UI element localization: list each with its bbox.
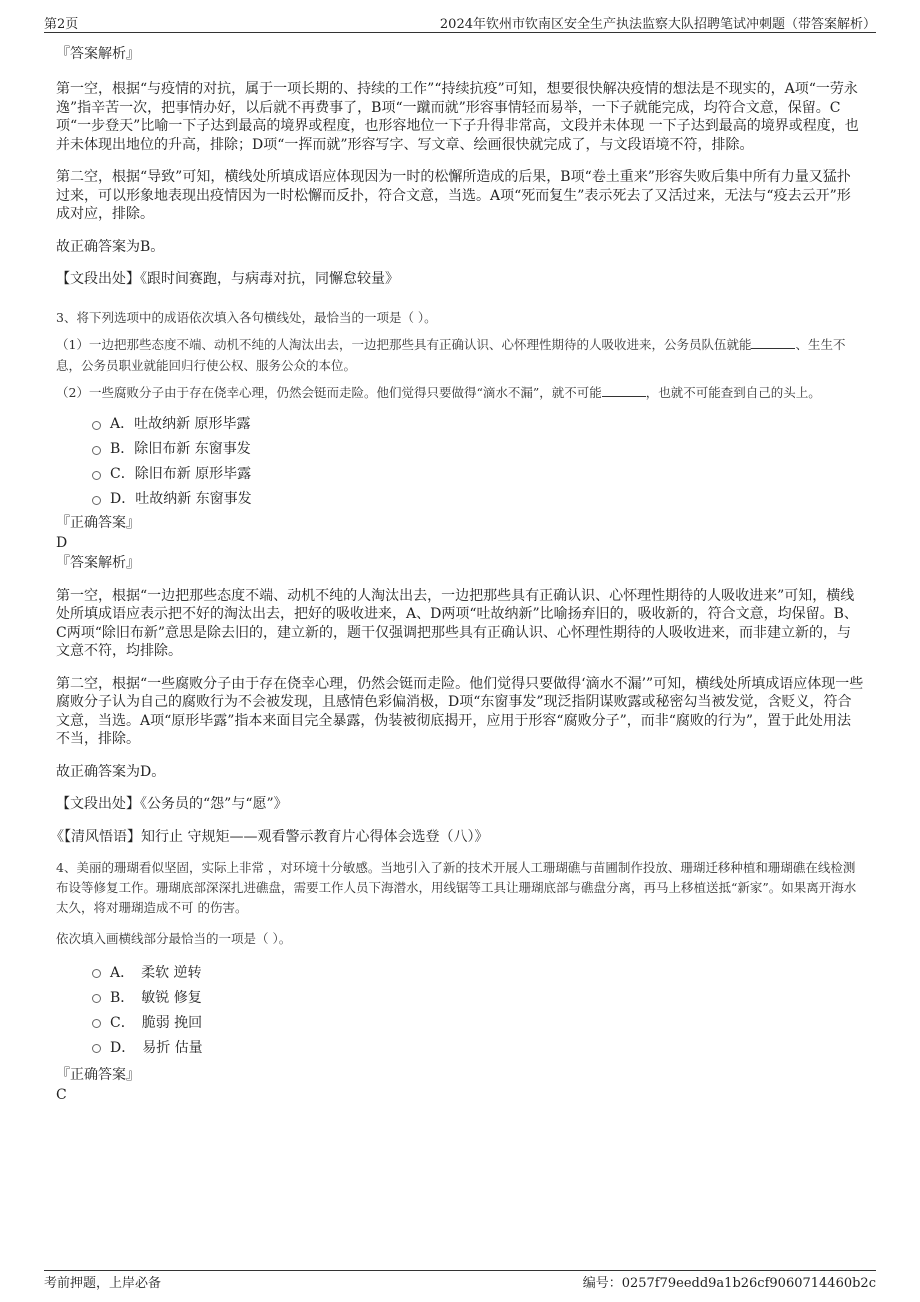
q4-correct-label: 『正确答案』 <box>56 1067 140 1083</box>
q2-conclusion: 故正确答案为B。 <box>56 238 165 255</box>
radio-icon[interactable] <box>92 471 101 480</box>
q3-option-a[interactable]: A．吐故纳新 原形毕露 <box>92 411 864 436</box>
blank-line <box>751 336 795 349</box>
radio-icon[interactable] <box>92 994 101 1003</box>
q4-option-b[interactable]: B． 敏锐 修复 <box>92 984 864 1009</box>
q4-option-a[interactable]: A． 柔软 逆转 <box>92 959 864 984</box>
radio-icon[interactable] <box>92 496 101 505</box>
radio-icon[interactable] <box>92 446 101 455</box>
document-title: 2024年钦州市钦南区安全生产执法监察大队招聘笔试冲刺题（带答案解析） <box>439 17 876 32</box>
q2-source: 【文段出处】《跟时间赛跑，与病毒对抗，同懈怠较量》 <box>56 271 399 287</box>
q2-analysis-para1: 第一空，根据“与疫情的对抗，属于一项长期的、持续的工作”“持续抗疫”可知，想要很快解决疫情的想法是不现实的，A项“一劳永逸”指辛苦一次，把事情办好，以后就不再费事了，B项“一蹴而就”形容事情轻而易举，一下子就能完成，均符合文意，保留。C项“一步登天”比喻一下子达到最高的境界或程度，也形容地位一下子升得非常高，文段并未体现 一下子达到最高的境界或程度，也并未体现出地位的升高，排除；D项“一挥而就”形容写字、写文章、绘画很快就完成了，与文段语境不符，排除。 <box>56 81 859 153</box>
q4-question: 依次填入画横线部分最恰当的一项是（ ）。 <box>56 931 292 946</box>
q2-analysis-para2: 第二空，根据“导致”可知，横线处所填成语应体现因为一时的松懈所造成的后果，B项“卷土重来”形容失败后集中所有力量又猛扑过来，可以形象地表现出疫情因为一时松懈而反扑，符合文意，当选。A项“死而复生”表示死去了又活过来，无法与“疫去云开”形成对应，排除。 <box>56 169 851 222</box>
q3-analysis-para2: 第二空，根据“一些腐败分子由于存在侥幸心理，仍然会铤而走险。他们觉得只要做得‘滴水不漏’”可知，横线处所填成语应体现一些腐败分子认为自己的腐败行为不会被发现，且感情色彩偏消极，D项“东窗事发”现泛指阴谋败露或秘密勾当被发觉，含贬义，符合文意，当选。A项“原形毕露”指本来面目完全暴露，伪装被彻底揭开，应用于形容“腐败分子”，而非“腐败的行为”，置于此处用法不当，排除。 <box>56 675 864 747</box>
q3-options <box>56 411 864 511</box>
q3-conclusion: 故正确答案为D。 <box>56 763 166 780</box>
q3-analysis-label: 『答案解析』 <box>56 554 140 571</box>
q3-stem: 3、将下列选项中的成语依次填入各句横线处，最恰当的一项是（ ）。 <box>56 309 437 325</box>
q3-source-2: 《【清风悟语】知行止 守规矩——观看警示教育片心得体会选登（八）》 <box>50 828 489 845</box>
q3-sentence-2: （2）一些腐败分子由于存在侥幸心理，仍然会铤而走险。他们觉得只要做得“滴水不漏”，就不可能 ，也就不可能查到自己的头上。 <box>56 384 821 400</box>
page-header <box>44 12 876 33</box>
q3-analysis-para1: 第一空，根据“一边把那些态度不端、动机不纯的人淘汰出去，一边把那些具有正确认识、心怀理性期待的人吸收进来”可知，横线处所填成语应表示把不好的淘汰出去，把好的吸收进来，A、D两项“吐故纳新”比喻扬弃旧的，吸收新的，符合文意，均保留。B、C两项“除旧布新”意思是除去旧的，建立新的，题干仅强调把那些具有正确认识、心怀理性期待的人吸收进来，而非建立新的，与文意不符，均排除。 <box>56 587 858 659</box>
radio-icon[interactable] <box>92 421 101 430</box>
q2-analysis-label: 『答案解析』 <box>56 46 140 62</box>
q3-sentence-1: （1）一边把那些态度不端、动机不纯的人淘汰出去，一边把那些具有正确认识、心怀理性期待的人吸收进来，公务员队伍就能 、生生不息，公务员职业就能回归行使公权、服务公众的本位。 <box>56 336 846 373</box>
footer-slogan: 考前押题，上岸必备 <box>44 1276 162 1291</box>
q3-option-c[interactable]: C．除旧布新 原形毕露 <box>92 461 864 486</box>
q4-option-d[interactable]: D． 易折 估量 <box>92 1034 864 1059</box>
q3-option-d[interactable]: D．吐故纳新 东窗事发 <box>92 486 864 511</box>
q4-stem: 4、美丽的珊瑚看似坚固，实际上非常 ，对环境十分敏感。当地引入了新的技术开展人工珊瑚礁与苗圃制作投放、珊瑚迁移种植和珊瑚礁在线检测布设等修复工作。珊瑚底部深深扎进礁盘，需要工作人员下海潜水，用线锯等工具让珊瑚底部与礁盘分离，再马上移植送抵“新家”。如果离开海水太久，将对珊瑚造成不可 的伤害。 <box>56 860 857 915</box>
q4-answer: C <box>56 1087 67 1103</box>
page-footer <box>44 1270 876 1291</box>
q3-option-b[interactable]: B．除旧布新 东窗事发 <box>92 436 864 461</box>
q4-options <box>56 959 864 1059</box>
page-number: 第2页 <box>44 17 79 32</box>
document-body <box>50 40 864 1105</box>
radio-icon[interactable] <box>92 1044 101 1053</box>
q4-option-c[interactable]: C． 脆弱 挽回 <box>92 1009 864 1034</box>
q3-answer: D <box>56 534 68 551</box>
document-id: 编号：0257f79eedd9a1b26cf9060714460b2c <box>582 1276 876 1291</box>
radio-icon[interactable] <box>92 1019 101 1028</box>
q3-correct-label: 『正确答案』 <box>56 514 140 531</box>
q3-source: 【文段出处】《公务员的“怨”与“愿”》 <box>56 796 288 812</box>
blank-line <box>602 384 646 397</box>
radio-icon[interactable] <box>92 969 101 978</box>
